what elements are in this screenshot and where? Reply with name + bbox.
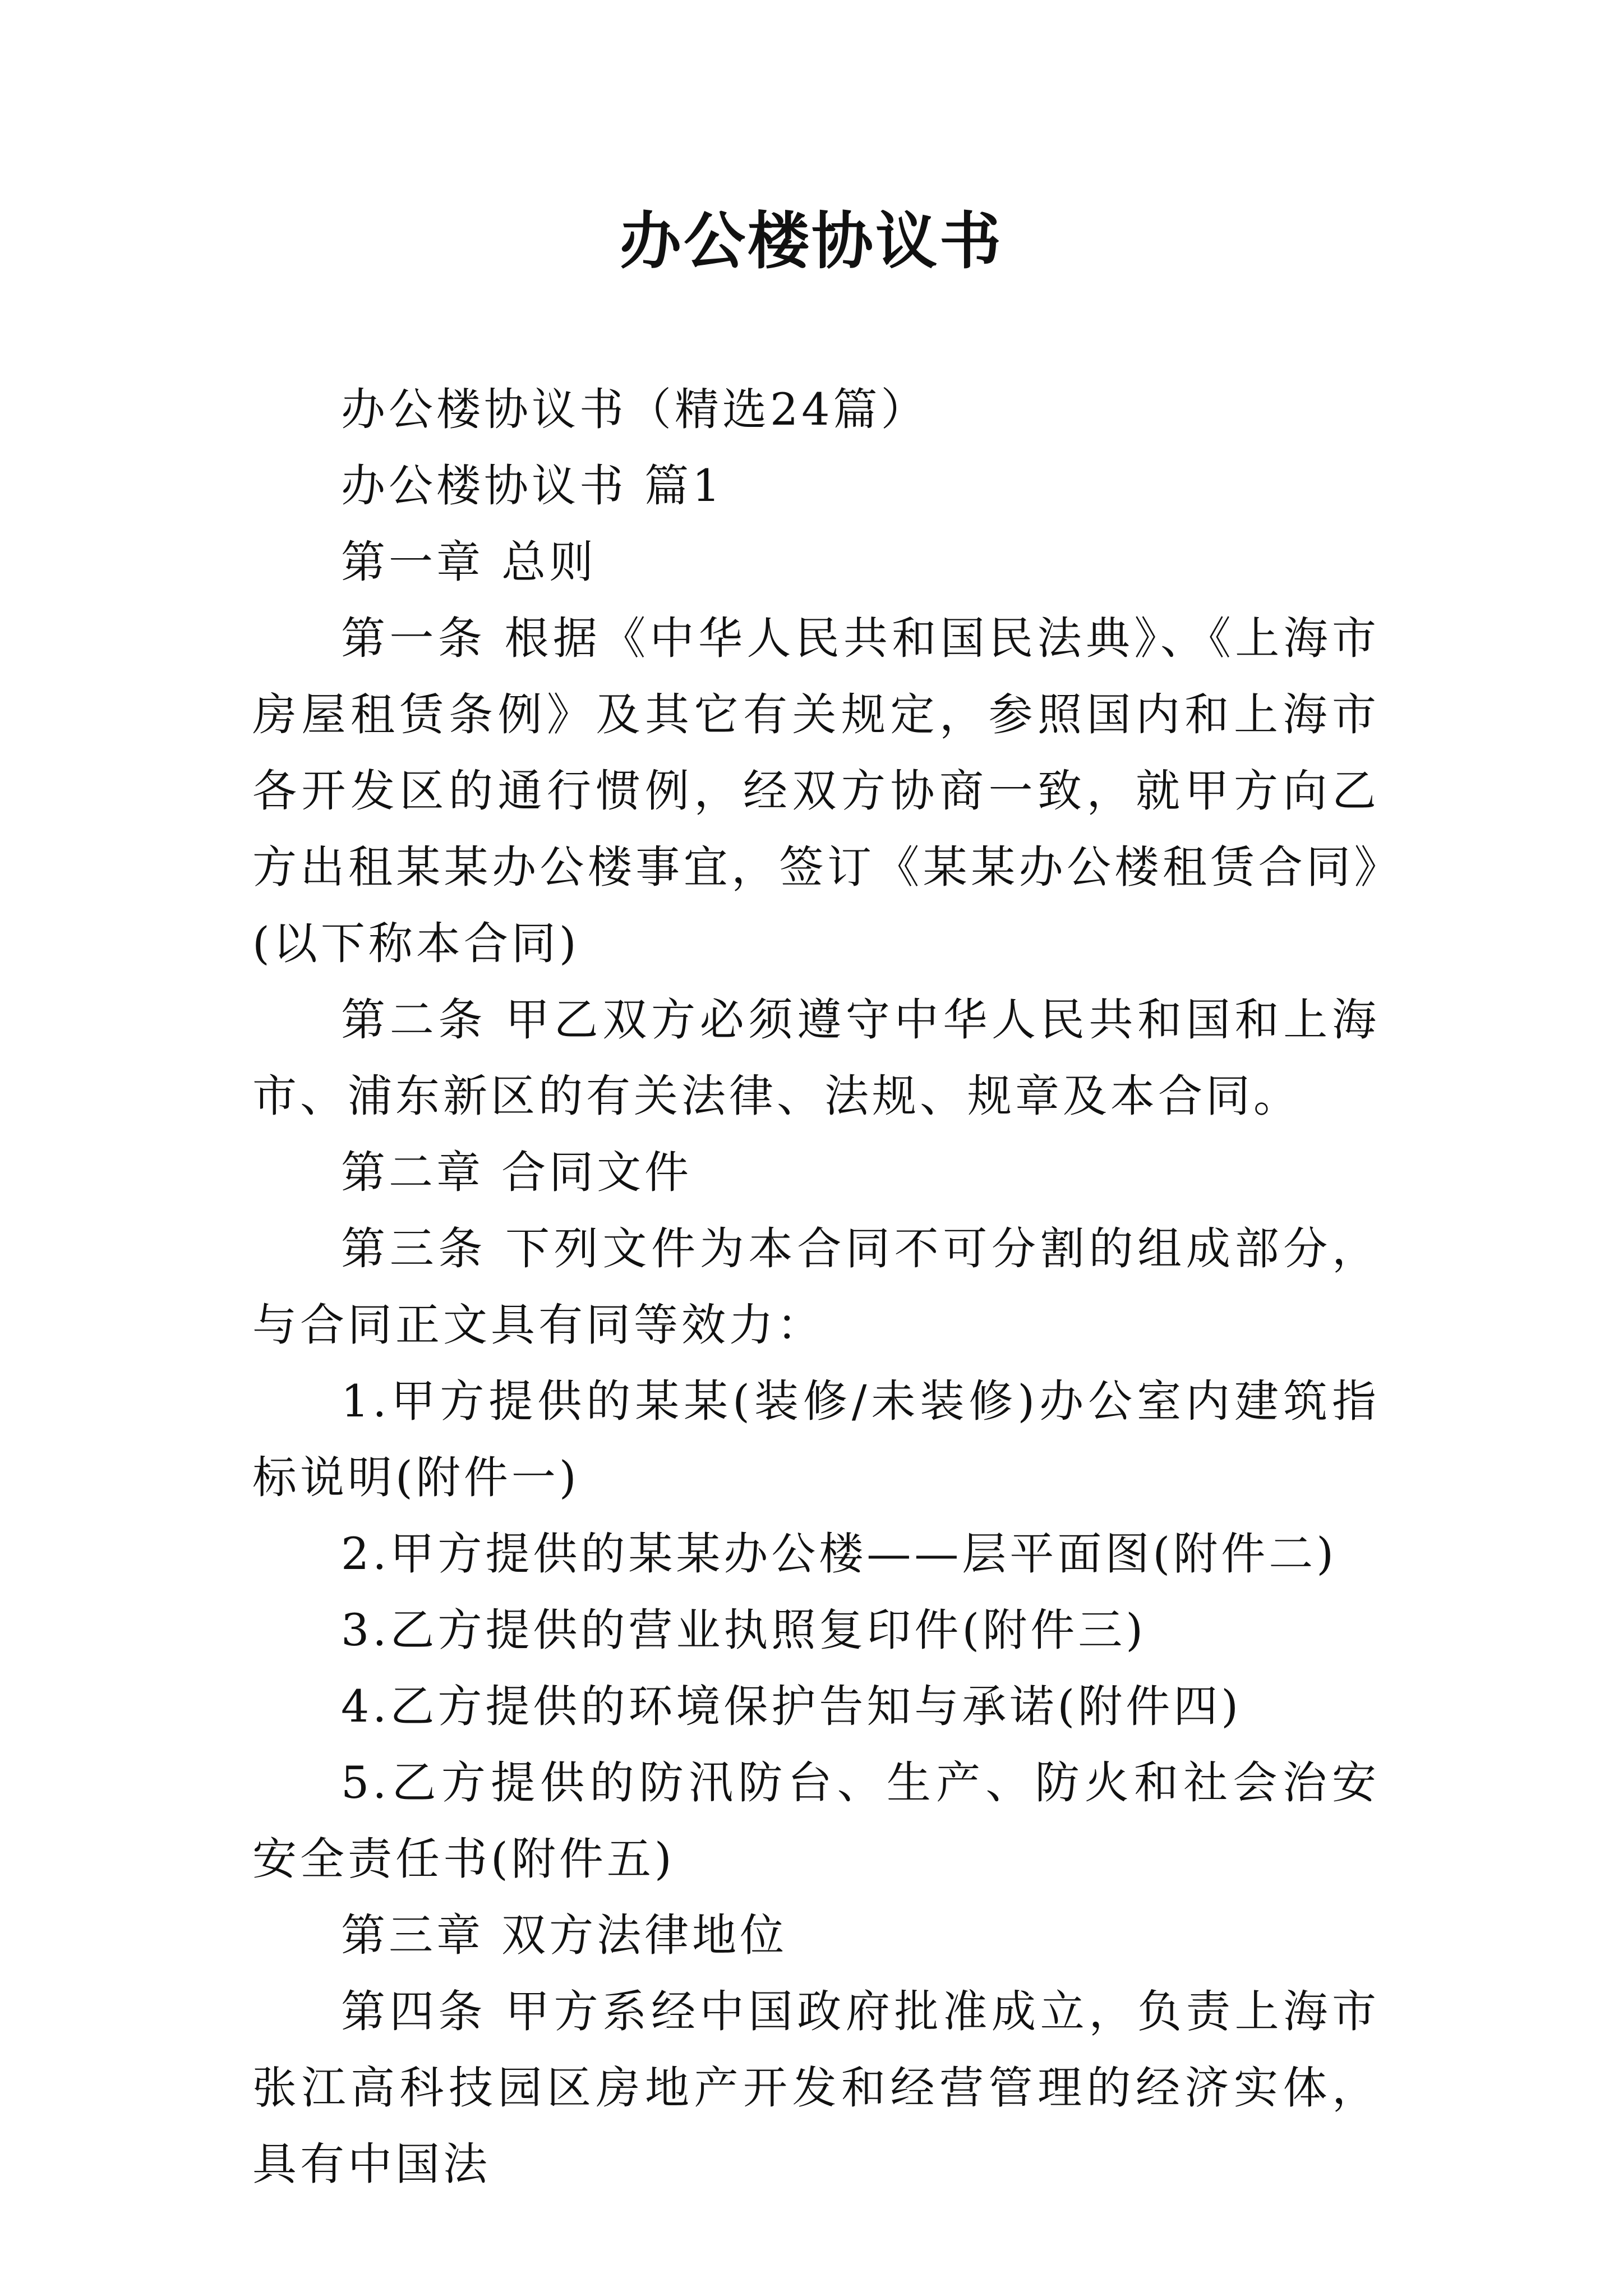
list-item: 3.乙方提供的营业执照复印件(附件三): [341, 1604, 1147, 1656]
list-item: 5.乙方提供的防汛防台、生产、防火和社会治安安全责任书(附件五): [252, 1757, 1380, 1885]
list-item: 1.甲方提供的某某(装修/未装修)办公室内建筑指标说明(附件一): [252, 1375, 1380, 1503]
article-paragraph: 第一条 根据《中华人民共和国民法典》、《上海市房屋租赁条例》及其它有关规定，参照国内和上海市各开发区的通行惯例，经双方协商一致，就甲方向乙方出租某某办公楼事宜，签订《某某办公楼租赁合同》(以下称本合同): [252, 613, 1380, 969]
document-body: [252, 371, 1380, 2202]
article-paragraph: 第三条 下列文件为本合同不可分割的组成部分，与合同正文具有同等效力：: [252, 1223, 1380, 1351]
chapter-heading: 第一章 总则: [341, 536, 597, 588]
chapter-heading: 第三章 双方法律地位: [341, 1910, 788, 1961]
document-title: 办公楼协议书: [620, 205, 1003, 277]
list-item: 2.甲方提供的某某办公楼——层平面图(附件二): [341, 1528, 1338, 1580]
chapter-heading: 第二章 合同文件: [341, 1147, 693, 1198]
list-item: 4.乙方提供的环境保护告知与承诺(附件四): [341, 1681, 1242, 1732]
article-paragraph: 第四条 甲方系经中国政府批准成立，负责上海市张江高科技园区房地产开发和经营管理的经济实体，具有中国法: [252, 1986, 1380, 2190]
subtitle-paragraph: 办公楼协议书（精选24篇）: [341, 384, 929, 435]
article-paragraph: 第二条 甲乙双方必须遵守中华人民共和国和上海市、浦东新区的有关法律、法规、规章及本合同。: [252, 994, 1380, 1122]
section-heading: 办公楼协议书 篇1: [341, 460, 724, 512]
